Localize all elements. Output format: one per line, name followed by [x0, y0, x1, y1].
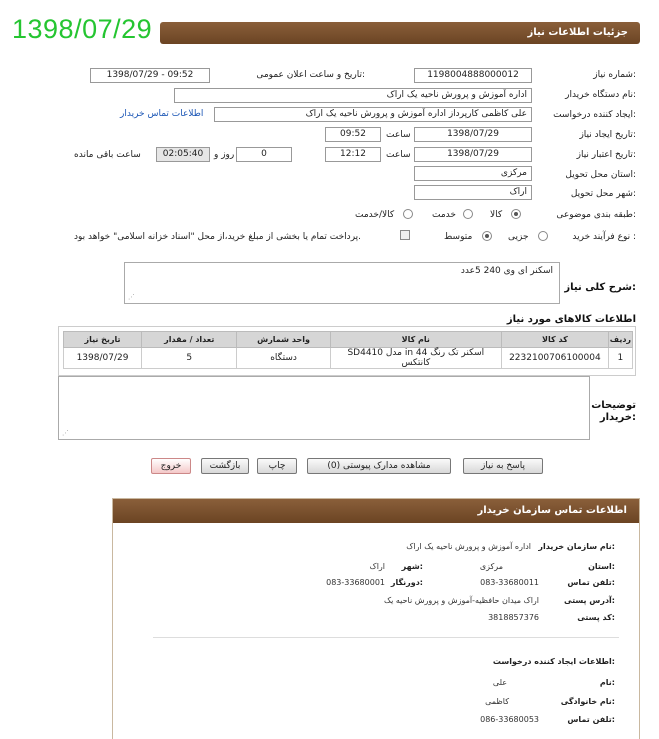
header-unit: واحد شمارش: [237, 332, 330, 348]
creator-phone-value: 086-33680053: [480, 715, 539, 724]
postal-value: 3818857376: [488, 613, 539, 622]
city-field[interactable]: اراک: [414, 185, 532, 200]
print-button[interactable]: چاپ: [257, 458, 297, 474]
fax-label: دورنگار:: [390, 578, 423, 587]
category-goods-label: کالا: [490, 210, 503, 220]
create-hour-label: ساعت: [386, 130, 411, 140]
org-label: نام سازمان خریدار:: [538, 542, 615, 551]
cell-item-code: 2232100706100004: [501, 348, 608, 369]
postal-label: کد پستی:: [577, 613, 615, 622]
contact-panel-title: اطلاعات تماس سازمان خریدار: [113, 499, 639, 523]
back-button[interactable]: بازگشت: [201, 458, 249, 474]
resize-grip-icon[interactable]: ⋰: [128, 293, 135, 301]
create-time-field[interactable]: 09:52: [325, 127, 381, 142]
header-row-number: ردیف: [608, 332, 632, 348]
process-partial-radio[interactable]: [538, 231, 548, 241]
cell-need-date: 1398/07/29: [64, 348, 142, 369]
notes-resize-grip-icon[interactable]: ⋰: [62, 429, 69, 437]
buyer-contact-link[interactable]: اطلاعات تماس خریدار: [120, 109, 204, 119]
name-label: نام:: [599, 678, 615, 687]
cell-quantity: 5: [142, 348, 237, 369]
remaining-time-field: 02:05:40: [156, 147, 210, 162]
name-value: علی: [492, 678, 507, 687]
category-service-radio[interactable]: [463, 209, 473, 219]
buyer-contact-panel: [112, 498, 640, 739]
creator-field[interactable]: علی کاظمی کارپرداز اداره آموزش و پرورش ناحیه یک اراک: [214, 107, 532, 122]
page-title: جزئیات اطلاعات نیاز: [160, 22, 640, 44]
days-remaining-field[interactable]: 0: [236, 147, 292, 162]
items-table: [63, 331, 633, 369]
fax-value: 083-33680001: [326, 578, 385, 587]
header-need-date: تاریخ نیاز: [64, 332, 142, 348]
announce-label: تاریخ و ساعت اعلان عمومی:: [256, 70, 365, 80]
items-table-frame: [58, 326, 636, 376]
category-service-label: خدمت: [432, 210, 456, 220]
buyer-notes-label: توضیحات خریدار:: [591, 400, 636, 423]
need-number-field[interactable]: 1198004888000012: [414, 68, 532, 83]
address-label: آدرس پستی:: [564, 596, 615, 605]
need-number-label: شماره نیاز:: [593, 70, 636, 80]
province-value-contact: مرکزی: [479, 562, 503, 571]
category-both-label: کالا/خدمت: [355, 210, 395, 220]
create-date-label: تاریخ ایجاد نیاز:: [579, 130, 636, 140]
creator-info-title: اطلاعات ایجاد کننده درخواست:: [492, 657, 615, 666]
process-medium-label: متوسط: [444, 232, 473, 242]
city-label: شهر محل تحویل:: [570, 189, 636, 199]
process-label: نوع فرآیند خرید :: [572, 232, 636, 242]
days-label: روز و: [214, 150, 235, 160]
creator-phone-label: تلفن تماس:: [567, 715, 615, 724]
family-label: نام خانوادگی:: [560, 697, 615, 706]
buyer-label: نام دستگاه خریدار:: [565, 90, 636, 100]
family-value: کاظمی: [485, 697, 509, 706]
summary-label: شرح کلی نیاز:: [564, 282, 636, 293]
category-goods-radio[interactable]: [511, 209, 521, 219]
header-quantity: تعداد / مقدار: [142, 332, 237, 348]
items-section-title: اطلاعات کالاهای مورد نیاز: [506, 314, 636, 325]
payment-note: پرداخت تمام یا بخشی از مبلغ خرید،از محل "اسناد خزانه اسلامی" خواهد بود.: [74, 232, 362, 242]
divider: [153, 637, 619, 638]
province-label: استان محل تحویل:: [565, 170, 636, 180]
summary-text: اسکنر ای وی 240 5عدد: [460, 266, 553, 276]
buyer-notes-textarea[interactable]: [58, 376, 590, 440]
buyer-field[interactable]: اداره آموزش و پرورش ناحیه یک اراک: [174, 88, 532, 103]
valid-date-label: تاریخ اعتبار نیاز:: [576, 150, 636, 160]
valid-date-field[interactable]: 1398/07/29: [414, 147, 532, 162]
process-medium-radio[interactable]: [482, 231, 492, 241]
category-label: طبقه بندی موضوعی:: [556, 210, 636, 220]
org-value: اداره آموزش و پرورش ناحیه یک اراک: [406, 542, 531, 551]
creator-label: ایجاد کننده درخواست:: [553, 110, 636, 120]
city-label-contact: شهر:: [401, 562, 423, 571]
announce-field[interactable]: 1398/07/29 - 09:52: [90, 68, 210, 83]
table-row[interactable]: [64, 348, 633, 369]
cell-row-number: 1: [608, 348, 632, 369]
cell-item-name: اسکنر تک رنگ 44 in مدل SD4410 کانتکس: [330, 348, 501, 369]
valid-hour-label: ساعت: [386, 150, 411, 160]
reply-button[interactable]: پاسخ به نیاز: [463, 458, 543, 474]
cell-unit: دستگاه: [237, 348, 330, 369]
header-item-name: نام کالا: [330, 332, 501, 348]
phone-label: تلفن تماس:: [567, 578, 615, 587]
date-stamp: 1398/07/29: [12, 14, 153, 44]
remaining-label: ساعت باقی مانده: [74, 150, 141, 160]
create-date-field[interactable]: 1398/07/29: [414, 127, 532, 142]
province-field[interactable]: مرکزی: [414, 166, 532, 181]
exit-button[interactable]: خروج: [151, 458, 191, 474]
city-value-contact: اراک: [369, 562, 385, 571]
attachments-button[interactable]: مشاهده مدارک پیوستی (0): [307, 458, 451, 474]
payment-checkbox[interactable]: [400, 230, 410, 240]
summary-textarea[interactable]: [124, 262, 560, 304]
address-value: اراک میدان حافظیه-آموزش و پرورش ناحیه یک: [383, 596, 539, 605]
header-item-code: کد کالا: [501, 332, 608, 348]
province-label-contact: استان:: [588, 562, 615, 571]
items-table-header: [64, 332, 633, 348]
process-partial-label: جزیی: [508, 232, 529, 242]
category-both-radio[interactable]: [403, 209, 413, 219]
phone-value: 083-33680011: [480, 578, 539, 587]
valid-time-field[interactable]: 12:12: [325, 147, 381, 162]
